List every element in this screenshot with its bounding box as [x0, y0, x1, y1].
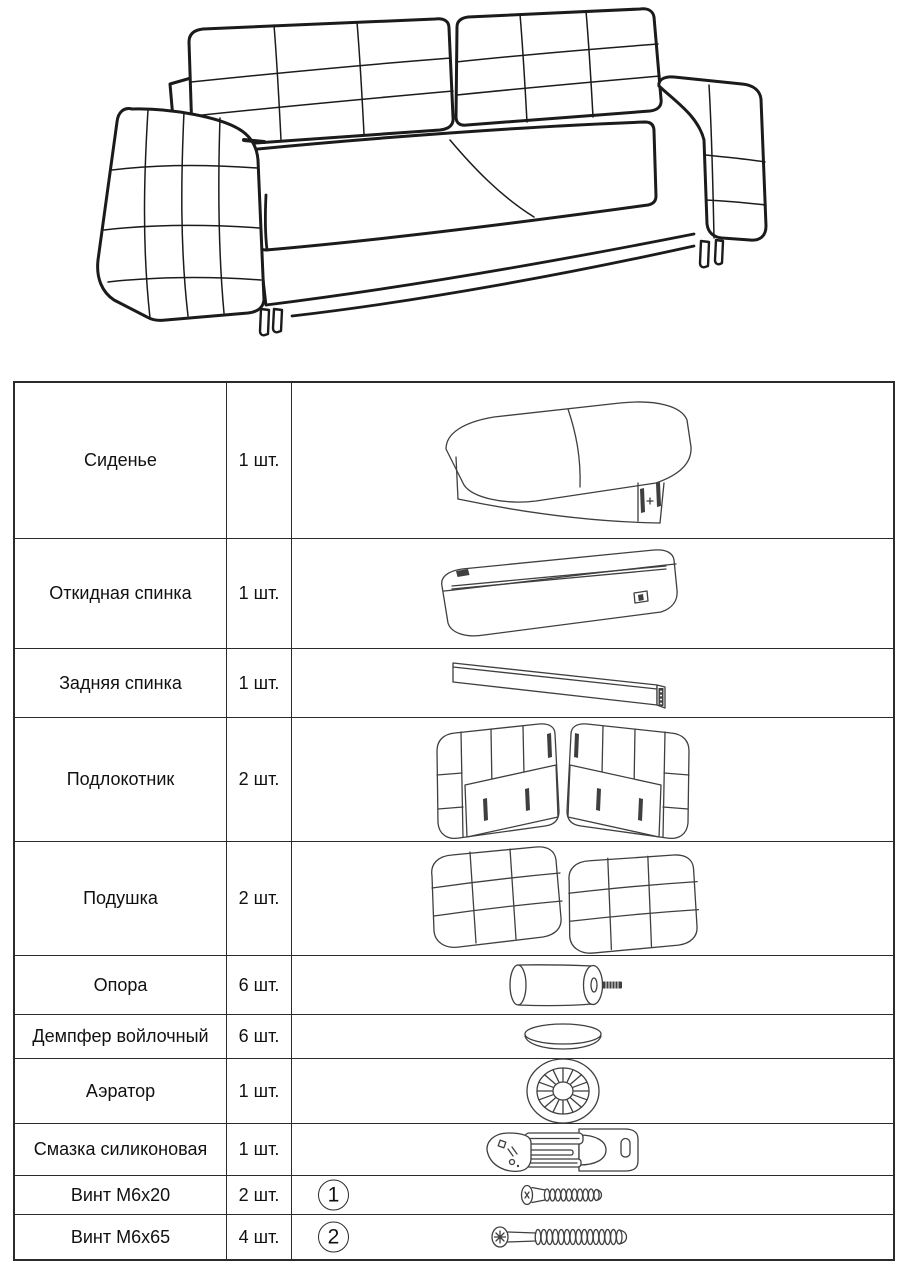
table-row-folding-backrest: [15, 538, 893, 648]
silicone-grease-pack-drawing-icon: [479, 1124, 647, 1176]
part-qty: 1 шт.: [238, 1080, 280, 1101]
part-qty: 1 шт.: [238, 583, 280, 603]
part-name: Винт М6х65: [70, 1226, 171, 1247]
table-row-silicone-grease: [15, 1123, 893, 1175]
seat-drawing-icon: [418, 395, 708, 527]
screw-m6x65-drawing-icon: [490, 1224, 635, 1250]
part-qty: 2 шт.: [238, 1184, 280, 1205]
table-row-back-panel: [15, 648, 893, 717]
part-name: Винт М6х20: [70, 1184, 171, 1205]
felt-damper-drawing-icon: [517, 1021, 609, 1053]
part-qty: 6 шт.: [238, 1026, 280, 1046]
parts-table: [13, 381, 895, 1261]
sofa-line-drawing-icon: [52, 0, 778, 362]
part-qty: 2 шт.: [238, 769, 280, 789]
part-qty: 2 шт.: [238, 888, 280, 908]
part-name: Опора: [93, 974, 148, 995]
part-qty: 4 шт.: [238, 1226, 280, 1247]
table-row-armrest: [15, 717, 893, 841]
screw-m6x20-drawing-icon: [519, 1183, 607, 1207]
leg-drawing-icon: [498, 956, 628, 1014]
aerator-drawing-icon: [525, 1057, 601, 1125]
part-name: Демпфер войлочный: [32, 1026, 209, 1047]
table-row-cushion: [15, 841, 893, 955]
part-qty: 6 шт.: [238, 974, 280, 995]
table-row-felt-damper: [15, 1014, 893, 1058]
part-name: Аэратор: [85, 1080, 156, 1101]
part-name: Подлокотник: [66, 769, 175, 790]
part-name: Задняя спинка: [59, 672, 182, 693]
sofa-illustration: [52, 0, 778, 362]
screw-1-marker: 1: [318, 1180, 349, 1211]
part-qty: 1 шт.: [238, 450, 280, 470]
part-qty: 1 шт.: [238, 1139, 280, 1159]
part-qty: 1 шт.: [238, 672, 280, 693]
table-row-leg: [15, 955, 893, 1014]
back-panel-drawing-icon: [445, 655, 680, 711]
part-name: Сиденье: [84, 450, 157, 471]
part-name: Смазка силиконовая: [33, 1139, 208, 1160]
table-row-aerator: [15, 1058, 893, 1123]
part-name: Откидная спинка: [49, 583, 192, 604]
armrest-pair-drawing-icon: [427, 719, 699, 841]
folding-backrest-drawing-icon: [428, 544, 698, 644]
table-row-screw-m6x65: [15, 1214, 893, 1259]
table-row-screw-m6x20: [15, 1175, 893, 1214]
part-name: Подушка: [83, 888, 158, 909]
screw-2-marker: 2: [318, 1222, 349, 1253]
table-row-seat: [15, 383, 893, 538]
cushion-pair-drawing-icon: [422, 844, 704, 954]
